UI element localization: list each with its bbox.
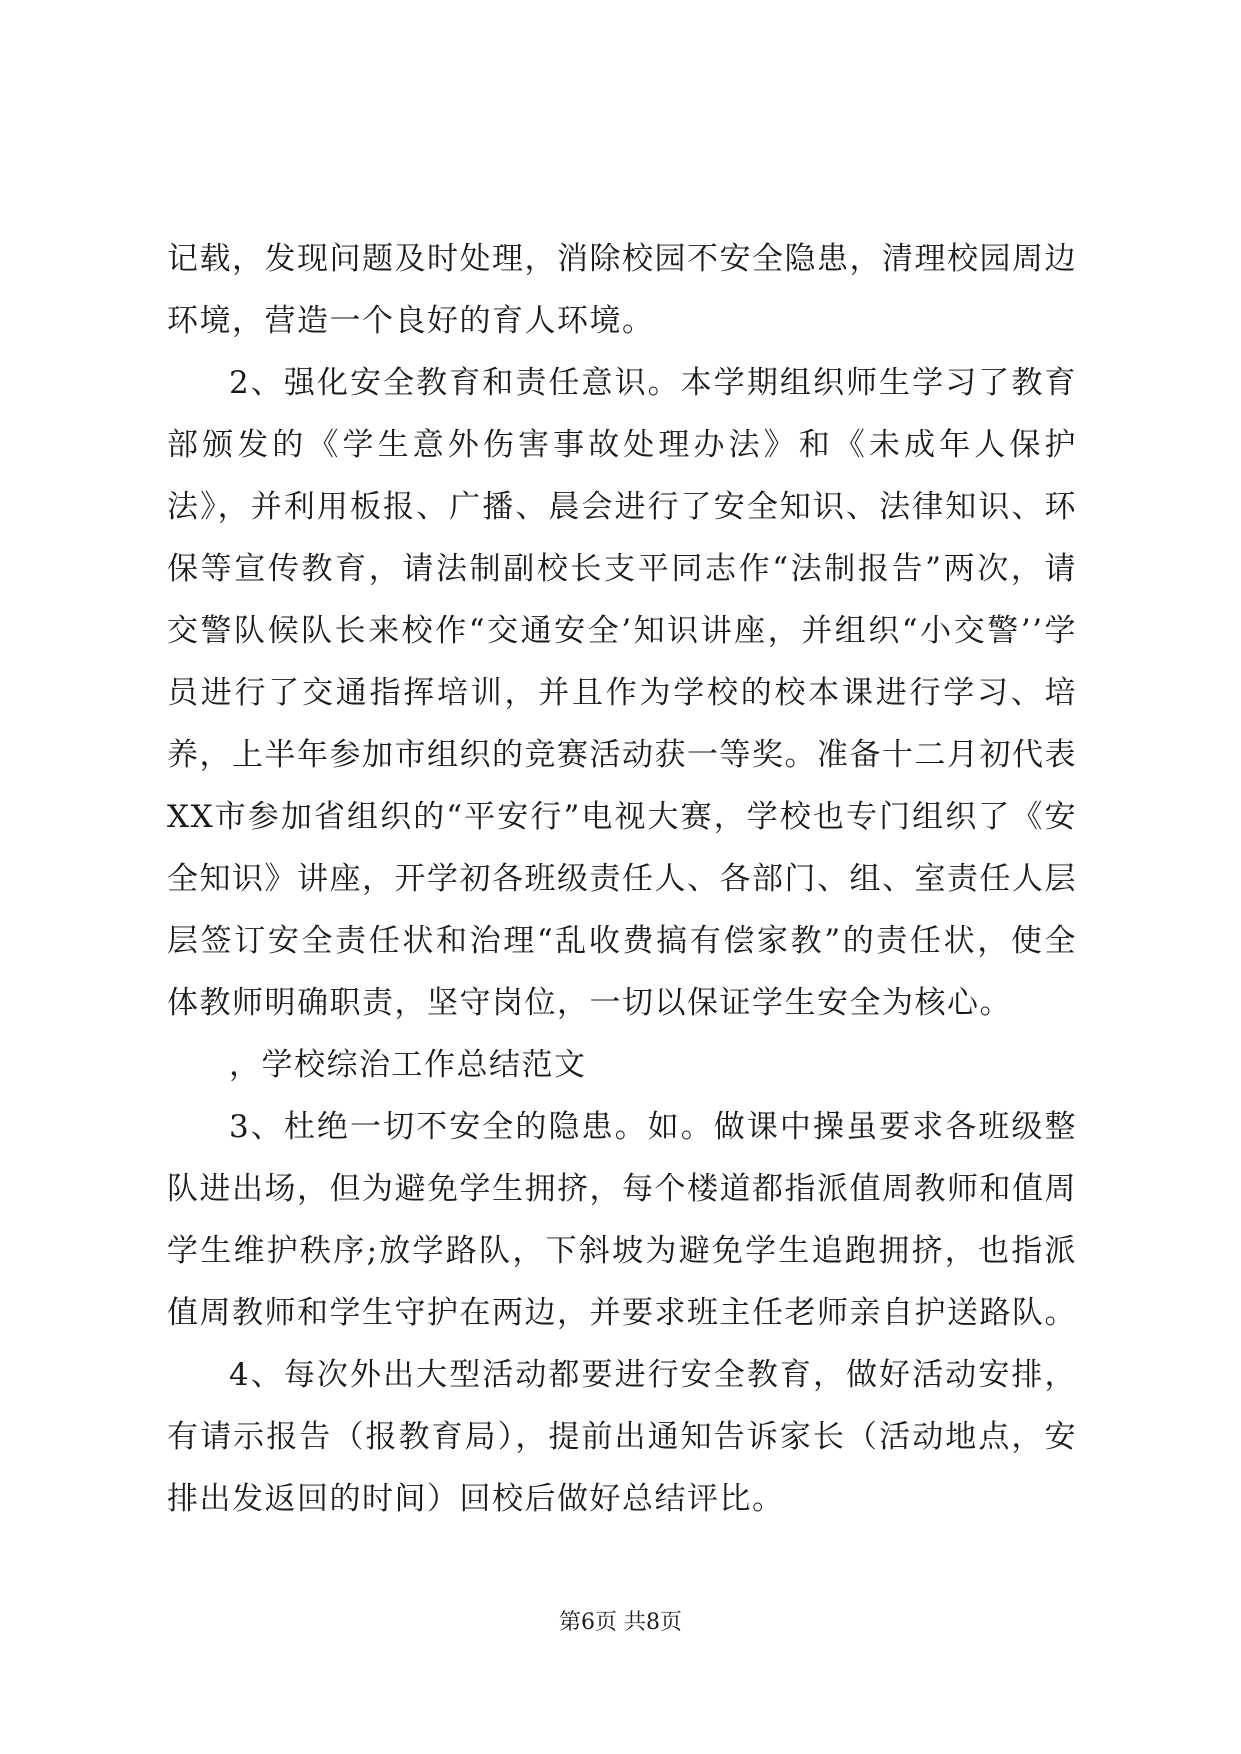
paragraph-hazard-prevention: 3、杜绝一切不安全的隐患。如。做课中操虽要求各班级整队进出场，但为避免学生拥挤，每个楼道都指派值周教师和值周学生维护秩序;放学路队，下斜坡为避免学生追跑拥挤，也指派值周教师和学生守护在两边，并要求班主任老师亲自护送路队。 bbox=[167, 1109, 1077, 1331]
paragraph-heading-fragment: ，学校综治工作总结范文 bbox=[229, 1047, 587, 1083]
document-body bbox=[167, 228, 1077, 1530]
paragraph-safety-education: 2、强化安全教育和责任意识。本学期组织师生学习了教育部颁发的《学生意外伤害事故处理办法》和《未成年人保护法》，并利用板报、广播、晨会进行了安全知识、法律知识、环保等宣传教育，请法制副校长支平同志作“法制报告”两次，请交警队候队长来校作“交通安全’知识讲座，并组织“小交警’’学员进行了交通指挥培训，并且作为学校的校本课进行学习、培养，上半年参加市组织的竞赛活动获一等奖。准备十二月初代表XX市参加省组织的“平安行”电视大赛，学校也专门组织了《安全知识》讲座，开学初各班级责任人、各部门、组、室责任人层层签订安全责任状和治理“乱收费搞有偿家教”的责任状，使全体教师明确职责，坚守岗位，一切以保证学生安全为核心。 bbox=[167, 365, 1077, 1021]
paragraph-continuation: 记载，发现问题及时处理，消除校园不安全隐患，清理校园周边环境，营造一个良好的育人环境。 bbox=[167, 241, 1077, 339]
paragraph-outing-activities: 4、每次外出大型活动都要进行安全教育，做好活动安排，有请示报告（报教育局），提前出通知告诉家长（活动地点，安排出发返回的时间）回校后做好总结评比。 bbox=[167, 1357, 1077, 1517]
page-footer: 第6页 共8页 bbox=[559, 1610, 682, 1635]
